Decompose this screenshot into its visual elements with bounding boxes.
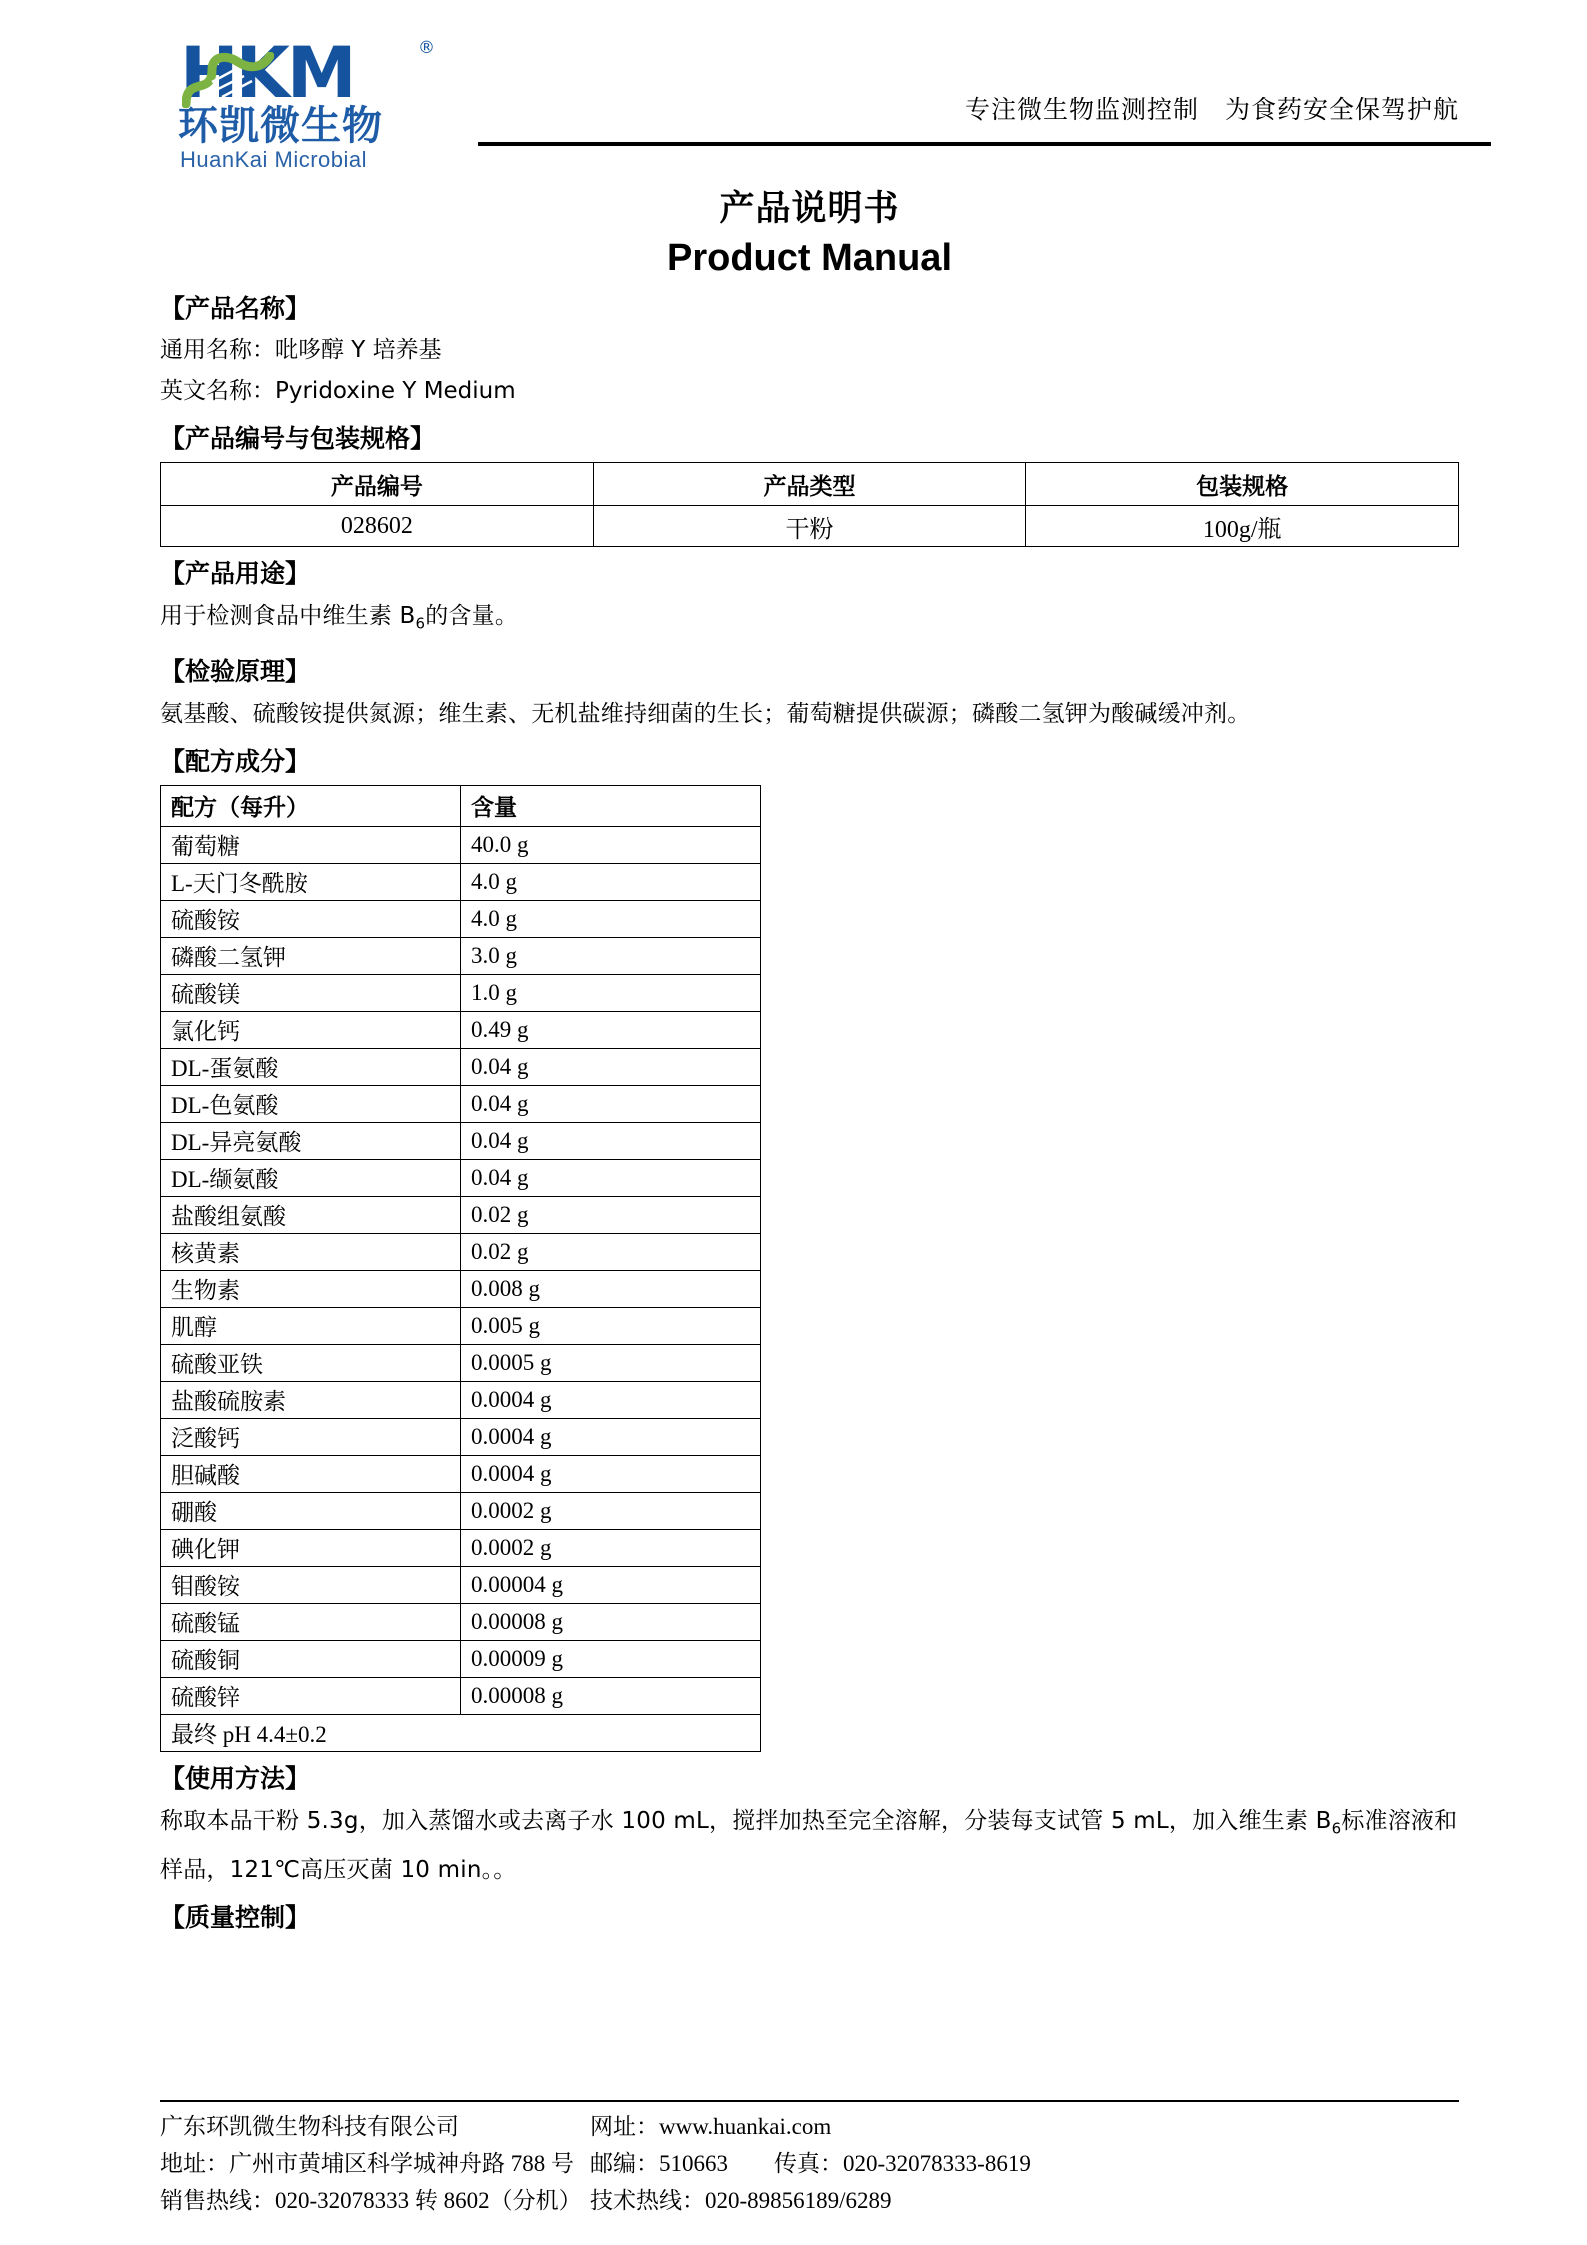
cell-ingredient-amount: 0.005 g [461, 1307, 761, 1344]
table-row [161, 974, 761, 1011]
purpose-text-after: 的含量。 [425, 603, 519, 629]
page-title-chinese: 产品说明书 [719, 189, 900, 229]
cell-ingredient-amount: 4.0 g [461, 863, 761, 900]
cell-ingredient-amount: 0.0004 g [461, 1381, 761, 1418]
cell-ingredient-amount: 0.0004 g [461, 1455, 761, 1492]
cell-ingredient-name: 盐酸硫胺素 [161, 1381, 461, 1418]
cell-product-code: 028602 [161, 506, 594, 547]
table-row [161, 1307, 761, 1344]
registered-trademark-icon: ® [418, 38, 435, 58]
cell-ingredient-name: 硼酸 [161, 1492, 461, 1529]
cell-product-type: 干粉 [593, 506, 1026, 547]
cell-ingredient-name: 硫酸亚铁 [161, 1344, 461, 1381]
table-row [161, 900, 761, 937]
table-header-row [161, 463, 1459, 506]
footer-address: 地址：广州市黄埔区科学城神舟路 788 号 [160, 2151, 574, 2176]
footer-tech-hotline: 技术热线：020-89856189/6289 [590, 2188, 892, 2213]
cell-ingredient-amount: 0.04 g [461, 1085, 761, 1122]
footer-postcode-fax: 邮编：510663 传真：020-32078333-8619 [590, 2151, 1031, 2176]
cell-ingredient-name: 葡萄糖 [161, 826, 461, 863]
table-row-final-ph [161, 1714, 761, 1751]
cell-ingredient-name: 肌醇 [161, 1307, 461, 1344]
cell-ingredient-amount: 0.04 g [461, 1048, 761, 1085]
cell-ingredient-amount: 0.49 g [461, 1011, 761, 1048]
table-header-row [161, 785, 761, 826]
table-row [161, 1085, 761, 1122]
table-row [161, 1233, 761, 1270]
generic-name-value: 吡哆醇 Y 培养基 [275, 337, 442, 363]
cell-ingredient-name: 硫酸铵 [161, 900, 461, 937]
logo-mark [160, 32, 450, 114]
cell-ingredient-amount: 0.00004 g [461, 1566, 761, 1603]
method-line2: 溶液和样品，121℃高压灭菌 10 min。。 [160, 1807, 1458, 1884]
table-row [161, 1455, 761, 1492]
column-header-amount: 含量 [461, 785, 761, 826]
cell-ingredient-name: 生物素 [161, 1270, 461, 1307]
table-row [161, 1566, 761, 1603]
cell-ingredient-name: DL-色氨酸 [161, 1085, 461, 1122]
generic-name-label: 通用名称： [160, 337, 275, 363]
cell-ingredient-amount: 0.0002 g [461, 1529, 761, 1566]
cell-ingredient-amount: 1.0 g [461, 974, 761, 1011]
column-header-product-type: 产品类型 [593, 463, 1026, 506]
table-row [161, 1640, 761, 1677]
page-title-english: Product Manual [666, 237, 953, 279]
cell-ingredient-amount: 0.0002 g [461, 1492, 761, 1529]
cell-ingredient-amount: 0.02 g [461, 1196, 761, 1233]
company-slogan: 专注微生物监测控制 为食药安全保驾护航 [964, 95, 1459, 124]
section-heading-formula: 【配方成分】 [160, 746, 311, 776]
cell-ingredient-amount: 0.008 g [461, 1270, 761, 1307]
purpose-subscript: 6 [415, 614, 426, 633]
english-name-value: Pyridoxine Y Medium [275, 378, 516, 404]
section-heading-principle: 【检验原理】 [160, 656, 311, 686]
cell-ingredient-name: 泛酸钙 [161, 1418, 461, 1455]
table-row [161, 826, 761, 863]
section-heading-method: 【使用方法】 [160, 1763, 311, 1793]
logo-letters-text: HKM [180, 32, 354, 114]
page-footer [160, 2100, 1459, 2219]
header-divider [478, 142, 1491, 146]
table-row [161, 1011, 761, 1048]
table-row [161, 863, 761, 900]
table-row [161, 1529, 761, 1566]
method-text [160, 1800, 1459, 1892]
cell-ingredient-amount: 0.02 g [461, 1233, 761, 1270]
english-name-label: 英文名称： [160, 378, 275, 404]
generic-name-row [160, 330, 1459, 371]
table-row [161, 1344, 761, 1381]
footer-company-name: 广东环凯微生物科技有限公司 [160, 2114, 459, 2139]
cell-ingredient-name: DL-蛋氨酸 [161, 1048, 461, 1085]
footer-website: 网址：www.huankai.com [590, 2114, 832, 2139]
column-header-formula: 配方（每升） [161, 785, 461, 826]
formula-table-body [161, 785, 761, 1751]
cell-ingredient-name: 核黄素 [161, 1233, 461, 1270]
footer-left-column [160, 2108, 590, 2219]
section-heading-spec: 【产品编号与包装规格】 [160, 424, 436, 453]
cell-ingredient-amount: 3.0 g [461, 937, 761, 974]
specification-table [160, 462, 1459, 547]
cell-ingredient-amount: 40.0 g [461, 826, 761, 863]
footer-columns [160, 2108, 1459, 2219]
cell-ingredient-name: 碘化钾 [161, 1529, 461, 1566]
purpose-text [160, 595, 1459, 645]
table-row [161, 1603, 761, 1640]
method-line1-before: 称取本品干粉 5.3g，加入蒸馏水或去离子水 100 mL，搅拌加热至完全溶解，分装每支试管 5 mL，加入维生素 B [160, 1807, 1332, 1834]
table-row [161, 1048, 761, 1085]
cell-ingredient-name: 硫酸锌 [161, 1677, 461, 1714]
footer-sales-hotline: 销售热线：020-32078333 转 8602（分机） [160, 2188, 582, 2213]
company-logo [160, 32, 460, 172]
column-header-package-spec: 包装规格 [1026, 463, 1459, 506]
cell-final-ph: 最终 pH 4.4±0.2 [161, 1714, 761, 1751]
cell-ingredient-amount: 0.0004 g [461, 1418, 761, 1455]
section-heading-quality-control: 【质量控制】 [160, 1903, 311, 1933]
footer-right-column [590, 2108, 1459, 2219]
cell-ingredient-amount: 0.00008 g [461, 1677, 761, 1714]
cell-ingredient-amount: 0.00009 g [461, 1640, 761, 1677]
section-heading-purpose: 【产品用途】 [160, 559, 311, 588]
cell-ingredient-amount: 4.0 g [461, 900, 761, 937]
logo-english-name: HuanKai Microbial [180, 147, 368, 172]
table-row [161, 937, 761, 974]
table-row [161, 1381, 761, 1418]
cell-ingredient-name: 氯化钙 [161, 1011, 461, 1048]
method-line1-after: 标准 [1341, 1807, 1388, 1834]
page-header [160, 32, 1459, 172]
cell-ingredient-name: 钼酸铵 [161, 1566, 461, 1603]
table-row [161, 1677, 761, 1714]
cell-ingredient-name: 磷酸二氢钾 [161, 937, 461, 974]
cell-ingredient-name: DL-缬氨酸 [161, 1159, 461, 1196]
cell-ingredient-name: 硫酸锰 [161, 1603, 461, 1640]
cell-package-spec: 100g/瓶 [1026, 506, 1459, 547]
table-row [161, 1196, 761, 1233]
cell-ingredient-amount: 0.04 g [461, 1159, 761, 1196]
table-row [161, 1418, 761, 1455]
section-heading-product-name: 【产品名称】 [160, 294, 311, 323]
method-subscript: 6 [1331, 1819, 1342, 1838]
footer-divider [160, 2100, 1459, 2102]
cell-ingredient-amount: 0.04 g [461, 1122, 761, 1159]
principle-text: 氨基酸、硫酸铵提供氮源；维生素、无机盐维持细菌的生长；葡萄糖提供碳源；磷酸二氢钾为酸碱缓冲剂。 [160, 700, 1251, 727]
cell-ingredient-name: 硫酸镁 [161, 974, 461, 1011]
cell-ingredient-amount: 0.0005 g [461, 1344, 761, 1381]
logo-chinese-name: 环凯微生物 [178, 103, 383, 149]
cell-ingredient-name: L-天门冬酰胺 [161, 863, 461, 900]
cell-ingredient-name: 硫酸铜 [161, 1640, 461, 1677]
cell-ingredient-name: 胆碱酸 [161, 1455, 461, 1492]
table-row [161, 1270, 761, 1307]
column-header-product-code: 产品编号 [161, 463, 594, 506]
table-row [161, 506, 1459, 547]
table-row [161, 1122, 761, 1159]
cell-ingredient-name: DL-异亮氨酸 [161, 1122, 461, 1159]
table-row [161, 1492, 761, 1529]
english-name-row [160, 371, 1459, 412]
formula-table [160, 785, 761, 1752]
cell-ingredient-amount: 0.00008 g [461, 1603, 761, 1640]
purpose-text-before: 用于检测食品中维生素 B [160, 603, 416, 629]
cell-ingredient-name: 盐酸组氨酸 [161, 1196, 461, 1233]
table-row [161, 1159, 761, 1196]
